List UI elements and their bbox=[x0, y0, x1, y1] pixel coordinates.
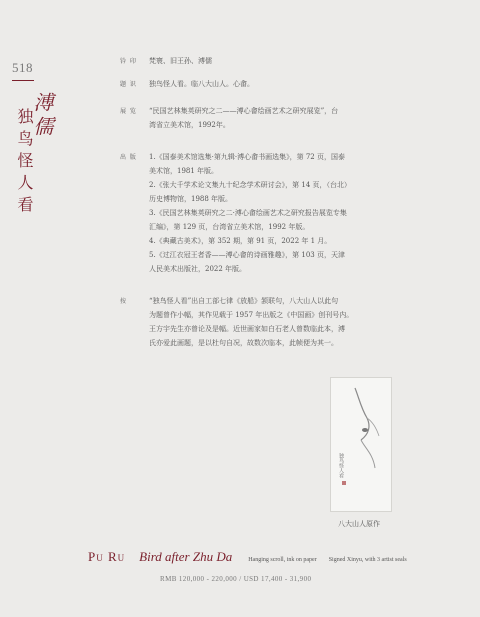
publication-line: 美术馆，1981 年版。 bbox=[149, 167, 219, 175]
reference-painting-drawing bbox=[331, 378, 391, 511]
publication-line: 历史博物馆，1988 年版。 bbox=[149, 195, 233, 203]
inscription-label: 钤 印 bbox=[120, 58, 137, 65]
exhibition-value bbox=[146, 106, 460, 134]
note-value bbox=[146, 296, 460, 352]
publication-value bbox=[146, 152, 460, 278]
publication-line: 人民美术出版社，2022 年版。 bbox=[149, 265, 247, 273]
subject-label: 题 识 bbox=[120, 81, 137, 88]
note-line: 氏亦爱此画题，是以杜句自况，故数次临本，此帧便为其一。 bbox=[149, 339, 338, 347]
artwork-title-line bbox=[88, 548, 407, 566]
note-row bbox=[120, 296, 460, 352]
reference-painting-caption: 八大山人原作 bbox=[338, 520, 380, 528]
catalog-details bbox=[120, 56, 460, 363]
artist-name-en: Pu Ru bbox=[88, 549, 126, 564]
reference-painting-image bbox=[330, 377, 392, 512]
publication-line: 3.《民国艺林集英研究之二·溥心畬绘画艺术之研究报告展览专集 bbox=[149, 209, 347, 217]
note-line: “独鸟怪人看”出自工部七律《放船》颔联句，八大山人以此句 bbox=[149, 297, 339, 305]
subject-row bbox=[120, 79, 460, 90]
artwork-title-en: Bird after Zhu Da bbox=[139, 549, 233, 564]
artwork-medium: Hanging scroll, ink on paper bbox=[248, 557, 317, 563]
page-divider bbox=[12, 80, 34, 81]
side-title bbox=[16, 92, 52, 218]
inscription-value: 梵寰、旧王孙、溥儒 bbox=[149, 57, 212, 65]
exhibition-label: 展 览 bbox=[120, 108, 137, 115]
svg-text:独鸟怪人看: 独鸟怪人看 bbox=[338, 453, 344, 478]
page-number: 518 bbox=[12, 60, 33, 75]
exhibition-line: 湾省立美术馆，1992年。 bbox=[149, 121, 230, 129]
note-line: 为题曾作小幅，其作见载于 1957 年出版之《中国画》创刊号内。 bbox=[149, 311, 354, 319]
publication-line: 汇编》，第 129 页，台湾省立美术馆，1992 年版。 bbox=[149, 223, 310, 231]
price-estimate: RMB 120,000 - 220,000 / USD 17,400 - 31,900 bbox=[160, 575, 312, 583]
artwork-signature: Signed Xinyu, with 3 artist seals bbox=[328, 557, 407, 563]
note-label: 按 bbox=[120, 298, 128, 305]
side-title-artist: 溥儒 bbox=[30, 92, 54, 140]
inscription-row bbox=[120, 56, 460, 67]
exhibition-row bbox=[120, 106, 460, 134]
note-line: 王方宇先生亦曾论及是幅。近世画家如白石老人曾数临此本，溥 bbox=[149, 325, 345, 333]
publication-line: 2.《张大千学术论文集九十纪念学术研讨会》，第 14 页，（台北） bbox=[149, 181, 352, 189]
publication-row bbox=[120, 152, 460, 278]
subject-value: 独鸟怪人看。临八大山人。心畬。 bbox=[149, 80, 254, 88]
publication-line: 4.《典藏古美术》，第 352 期，第 91 页，2022 年 1 月。 bbox=[149, 237, 332, 245]
publication-line: 1.《国泰美术馆选集·第九辑·溥心畬书画选集》，第 72 页，国泰 bbox=[149, 153, 345, 161]
side-title-work: 独鸟怪人看 bbox=[15, 108, 34, 218]
exhibition-line: “民国艺林集英研究之二——溥心畬绘画艺术之研究展览”，台 bbox=[149, 107, 339, 115]
publication-line: 5.《过江衣冠王者香——溥心畬的诗画雅趣》，第 103 页，天津 bbox=[149, 251, 345, 259]
publication-label: 出 版 bbox=[120, 154, 137, 161]
